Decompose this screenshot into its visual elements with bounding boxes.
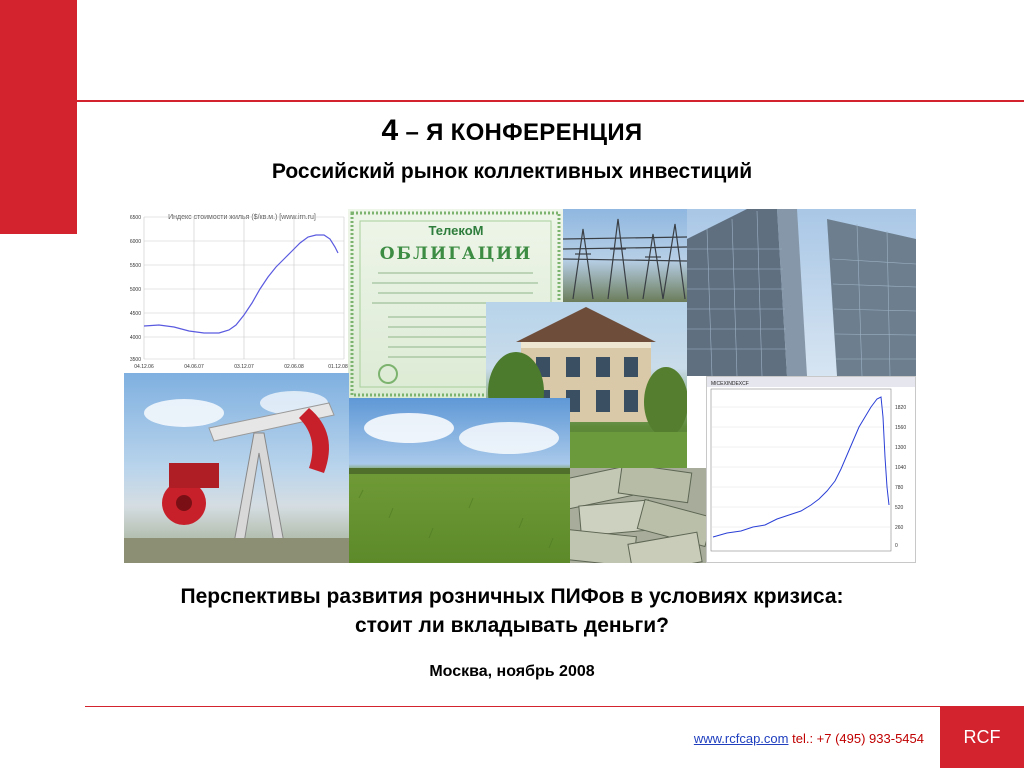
conference-subtitle: Российский рынок коллективных инвестиций [271, 160, 753, 183]
y-tick: 0 [895, 543, 898, 549]
presentation-headline [0, 582, 1024, 640]
dollar-bills-photo [570, 468, 706, 563]
y-tick: 1560 [895, 425, 907, 431]
y-tick: 4000 [129, 335, 141, 341]
y-tick: 780 [895, 485, 904, 491]
y-tick: 1820 [895, 405, 907, 411]
city-date: Москва, ноябрь 2008 [429, 663, 595, 680]
skyscrapers-svg [687, 209, 916, 376]
field-svg [349, 398, 570, 563]
micex-chart-svg [707, 377, 916, 563]
green-field-photo [349, 398, 570, 563]
website-link[interactable]: www.rcfcap.com [693, 731, 789, 746]
x-tick: 04.12.06 [134, 364, 154, 370]
power-lines-svg [563, 209, 687, 302]
micex-index-chart [706, 376, 916, 563]
bottom-divider [85, 706, 940, 707]
conference-title [0, 114, 1024, 148]
title-text: – Я КОНФЕРЕНЦИЯ [398, 119, 643, 146]
y-tick: 4500 [129, 311, 141, 317]
rcf-logo: RCF [940, 706, 1024, 768]
oil-pump-svg [124, 373, 349, 563]
micex-chart-header: MICEXINDEXCF [711, 381, 749, 387]
housing-index-chart [124, 207, 348, 373]
y-tick: 5500 [129, 263, 141, 269]
bond-heading: ОБЛИГАЦИИ [379, 244, 533, 264]
y-tick: 1300 [895, 445, 907, 451]
y-tick: 6000 [129, 239, 141, 245]
housing-index-chart-svg [124, 207, 348, 373]
y-tick: 5000 [129, 287, 141, 293]
y-tick: 3500 [129, 357, 141, 363]
power-substation-photo [563, 209, 687, 302]
housing-index-line [144, 235, 338, 333]
title-number: 4 [381, 114, 399, 147]
y-tick: 260 [895, 525, 904, 531]
x-tick: 03.12.07 [234, 364, 254, 370]
phone-text: tel.: +7 (495) 933-5454 [788, 731, 924, 746]
footer-contacts [694, 731, 924, 746]
top-divider [0, 100, 1024, 102]
skyscrapers-photo [687, 209, 916, 376]
housing-chart-title: Индекс стоимости жилья ($/кв.м.) [www.irn.ru] [168, 214, 316, 221]
x-tick: 02.06.08 [284, 364, 304, 370]
y-tick: 6500 [129, 215, 141, 221]
oil-pump-photo [124, 373, 349, 563]
x-tick: 04.06.07 [184, 364, 204, 370]
money-svg [570, 468, 706, 563]
y-tick: 520 [895, 505, 904, 511]
headline-line-2: стоит ли вкладывать деньги? [354, 614, 669, 637]
headline-line-1: Перспективы развития розничных ПИФов в условиях кризиса: [180, 585, 844, 608]
x-tick: 01.12.08 [328, 364, 348, 370]
y-tick: 1040 [895, 465, 907, 471]
bond-brand: ТелекоМ [428, 223, 484, 238]
